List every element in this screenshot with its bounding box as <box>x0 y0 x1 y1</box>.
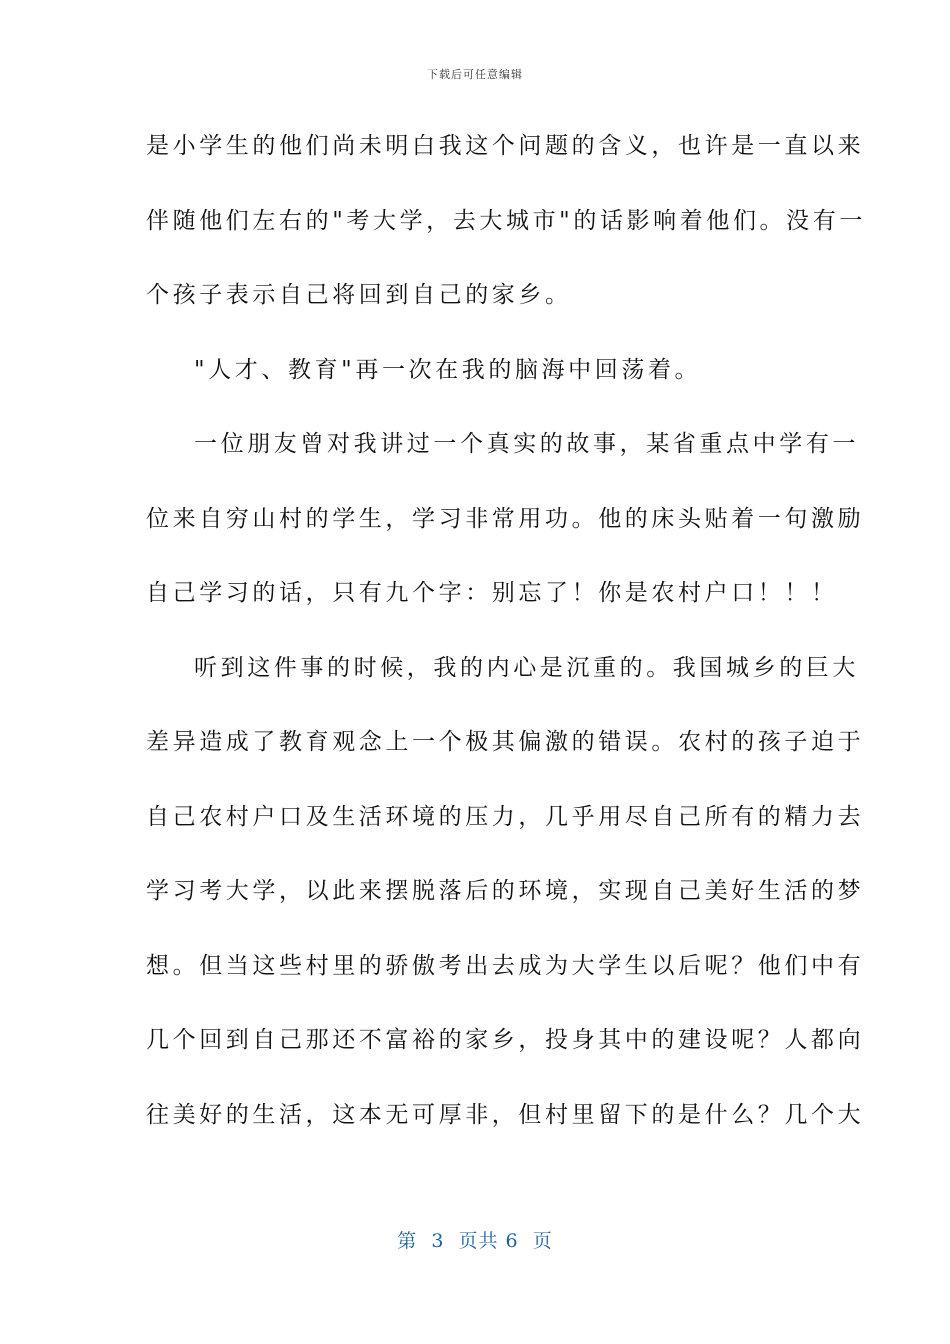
text-line: 个孩子表示自己将回到自己的家乡。 <box>146 282 572 308</box>
text-line: 是小学生的他们尚未明白我这个问题的含义，也许是一直以来 <box>146 133 865 159</box>
text-line: 位来自穷山村的学生，学习非常用功。他的床头贴着一句激励 <box>146 505 865 532</box>
document-body <box>146 124 866 1167</box>
page-number-footer: 第 3 页共 6 页 <box>397 1230 553 1252</box>
text-line: 自己农村户口及生活环境的压力，几乎用尽自己所有的精力去 <box>146 803 865 830</box>
text-line: 自己学习的话，只有九个字：别忘了！你是农村户口！！！ <box>146 580 838 606</box>
header-note: 下载后可任意编辑 <box>427 68 523 81</box>
text-line: 伴随他们左右的"考大学，去大城市"的话影响着他们。没有一 <box>146 207 866 234</box>
text-line: 学习考大学，以此来摆脱落后的环境，实现自己美好生活的梦 <box>146 878 865 904</box>
text-line: 往美好的生活，这本无可厚非，但村里留下的是什么？几个大 <box>146 1101 865 1128</box>
paragraph-first-line: 听到这件事的时候，我的内心是沉重的。我国城乡的巨大 <box>194 654 859 681</box>
paragraph-first-line: 一位朋友曾对我讲过一个真实的故事，某省重点中学有一 <box>194 431 859 457</box>
paragraph-first-line: "人才、教育"再一次在我的脑海中回荡着。 <box>194 356 702 383</box>
text-line: 差异造成了教育观念上一个极其偏激的错误。农村的孩子迫于 <box>146 729 865 755</box>
text-line: 几个回到自己那还不富裕的家乡，投身其中的建设呢？人都向 <box>146 1027 865 1053</box>
text-line: 想。但当这些村里的骄傲考出去成为大学生以后呢？他们中有 <box>146 952 865 979</box>
